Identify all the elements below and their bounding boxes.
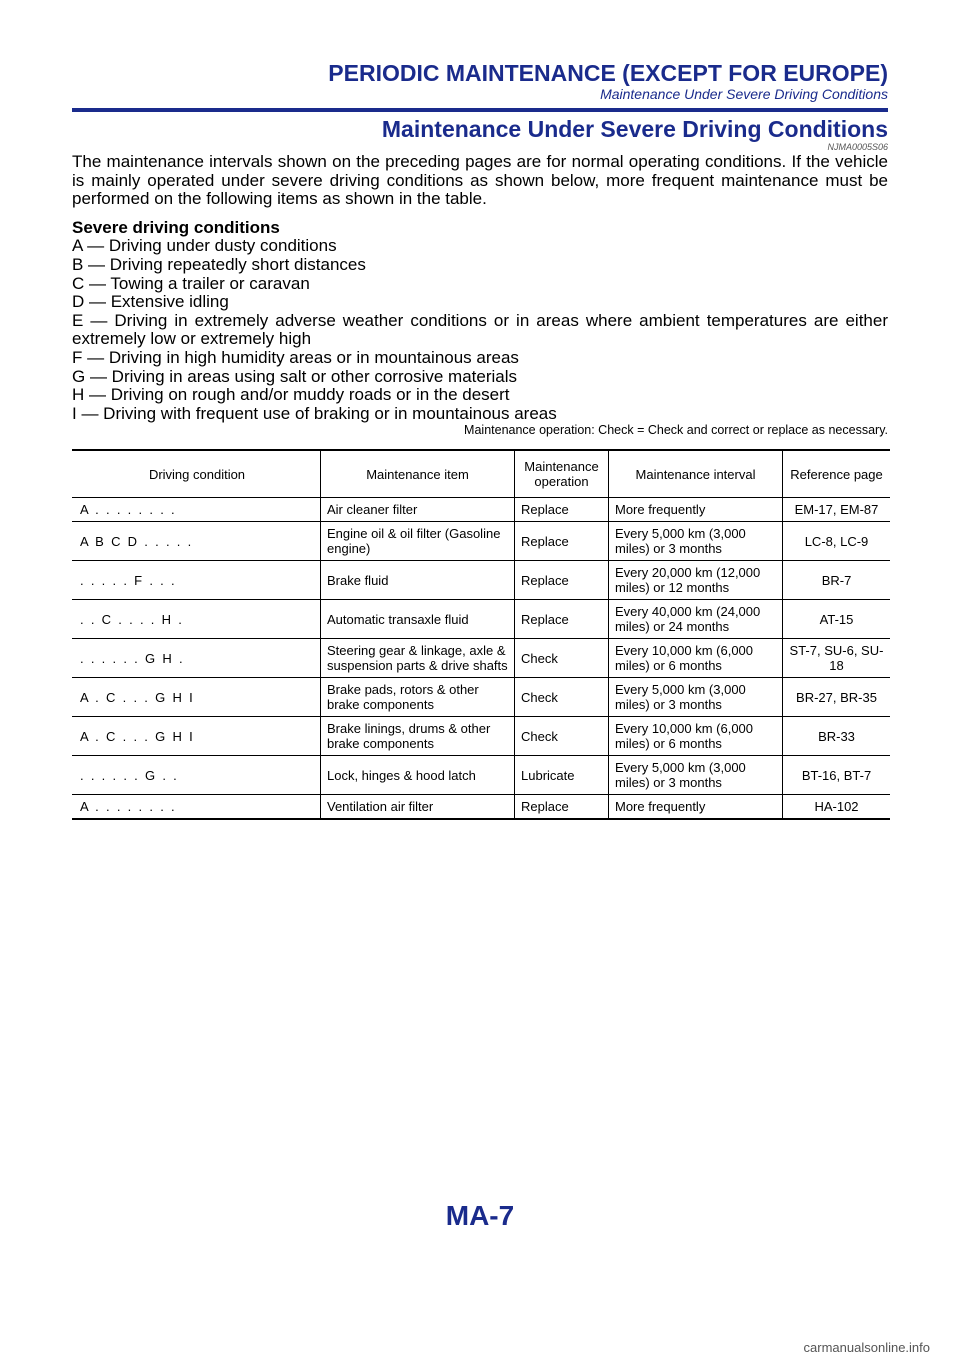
- cell-reference: HA-102: [783, 795, 891, 820]
- cell-reference: LC-8, LC-9: [783, 522, 891, 561]
- cell-operation: Check: [515, 678, 609, 717]
- cell-item: Steering gear & linkage, axle & suspension parts & drive shafts: [321, 639, 515, 678]
- table-row: [72, 795, 890, 820]
- cell-condition: A . . . . . . . .: [80, 502, 175, 517]
- cell-reference: AT-15: [783, 600, 891, 639]
- section-body: [72, 153, 888, 438]
- cell-interval: Every 40,000 km (24,000 miles) or 24 months: [609, 600, 783, 639]
- section-code: NJMA0005S06: [827, 142, 888, 152]
- section-title: Maintenance Under Severe Driving Conditions: [381, 116, 888, 142]
- condition-item: A — Driving under dusty conditions: [72, 236, 337, 256]
- table-row: [72, 600, 890, 639]
- conditions-list: [72, 237, 888, 423]
- condition-item: H — Driving on rough and/or muddy roads or in the desert: [72, 385, 510, 405]
- table-note: Maintenance operation: Check = Check and correct or replace as necessary.: [464, 423, 888, 438]
- cell-interval: More frequently: [609, 498, 783, 522]
- cell-operation: Lubricate: [515, 756, 609, 795]
- running-header: [72, 60, 888, 103]
- condition-item: B — Driving repeatedly short distances: [72, 254, 366, 274]
- table-row: [72, 522, 890, 561]
- cell-interval: Every 5,000 km (3,000 miles) or 3 months: [609, 678, 783, 717]
- cell-reference: ST-7, SU-6, SU-18: [783, 639, 891, 678]
- condition-item: F — Driving in high humidity areas or in mountainous areas: [72, 347, 519, 367]
- watermark: carmanualsonline.info: [803, 1340, 930, 1355]
- cell-interval: Every 10,000 km (6,000 miles) or 6 months: [609, 639, 783, 678]
- condition-item: I — Driving with frequent use of braking or in mountainous areas: [72, 403, 557, 423]
- cell-item: Brake linings, drums & other brake components: [321, 717, 515, 756]
- cell-operation: Check: [515, 639, 609, 678]
- col-header-item: Maintenance item: [321, 450, 515, 498]
- cell-reference: BR-33: [783, 717, 891, 756]
- table-header-row: [72, 450, 890, 498]
- cell-item: Brake fluid: [321, 561, 515, 600]
- cell-operation: Replace: [515, 498, 609, 522]
- conditions-heading: Severe driving conditions: [72, 217, 280, 237]
- cell-condition: . . C . . . . H .: [80, 611, 182, 627]
- condition-item: G — Driving in areas using salt or other corrosive materials: [72, 366, 517, 386]
- cell-condition: . . . . . . G . .: [80, 767, 177, 783]
- table-row: [72, 717, 890, 756]
- cell-operation: Replace: [515, 600, 609, 639]
- intro-paragraph: The maintenance intervals shown on the preceding pages are for normal operating conditions. If the vehicle is mainly operated under severe driving conditions as shown below, more frequent maintenance must be performed on the following items as shown in the table.: [72, 152, 888, 209]
- cell-reference: EM-17, EM-87: [783, 498, 891, 522]
- cell-item: Brake pads, rotors & other brake components: [321, 678, 515, 717]
- cell-interval: More frequently: [609, 795, 783, 820]
- cell-item: Engine oil & oil filter (Gasoline engine): [321, 522, 515, 561]
- table-row: [72, 639, 890, 678]
- table-body: [72, 498, 890, 820]
- cell-reference: BT-16, BT-7: [783, 756, 891, 795]
- cell-item: Air cleaner filter: [321, 498, 515, 522]
- cell-condition: A B C D . . . . .: [80, 533, 192, 549]
- cell-reference: BR-27, BR-35: [783, 678, 891, 717]
- page-number: MA-7: [445, 1200, 515, 1231]
- cell-interval: Every 20,000 km (12,000 miles) or 12 months: [609, 561, 783, 600]
- col-header-interval: Maintenance interval: [609, 450, 783, 498]
- chapter-subtitle: Maintenance Under Severe Driving Conditions: [600, 86, 888, 102]
- condition-item: E — Driving in extremely adverse weather conditions or in areas where ambient temperatures are either extremely low or extremely high: [72, 310, 888, 349]
- cell-operation: Replace: [515, 795, 609, 820]
- col-header-reference: Reference page: [783, 450, 891, 498]
- table-row: [72, 498, 890, 522]
- col-header-operation: Maintenance operation: [515, 450, 609, 498]
- col-header-condition: Driving condition: [148, 466, 246, 482]
- table-row: [72, 678, 890, 717]
- chapter-title: PERIODIC MAINTENANCE (EXCEPT FOR EUROPE): [328, 60, 888, 86]
- cell-item: Ventilation air filter: [321, 795, 515, 820]
- cell-interval: Every 10,000 km (6,000 miles) or 6 months: [609, 717, 783, 756]
- cell-condition: . . . . . . G H .: [80, 650, 183, 666]
- cell-operation: Replace: [515, 522, 609, 561]
- cell-operation: Check: [515, 717, 609, 756]
- condition-item: D — Extensive idling: [72, 292, 229, 312]
- header-rule: [72, 108, 888, 112]
- cell-interval: Every 5,000 km (3,000 miles) or 3 months: [609, 522, 783, 561]
- maintenance-table: [72, 449, 890, 820]
- table-row: [72, 561, 890, 600]
- condition-item: C — Towing a trailer or caravan: [72, 273, 310, 293]
- cell-condition: A . C . . . G H I: [80, 728, 193, 744]
- cell-condition: A . . . . . . . .: [80, 799, 175, 814]
- cell-item: Lock, hinges & hood latch: [321, 756, 515, 795]
- cell-operation: Replace: [515, 561, 609, 600]
- cell-interval: Every 5,000 km (3,000 miles) or 3 months: [609, 756, 783, 795]
- cell-item: Automatic transaxle fluid: [321, 600, 515, 639]
- table-row: [72, 756, 890, 795]
- cell-reference: BR-7: [783, 561, 891, 600]
- cell-condition: A . C . . . G H I: [80, 689, 193, 705]
- cell-condition: . . . . . F . . .: [80, 572, 175, 588]
